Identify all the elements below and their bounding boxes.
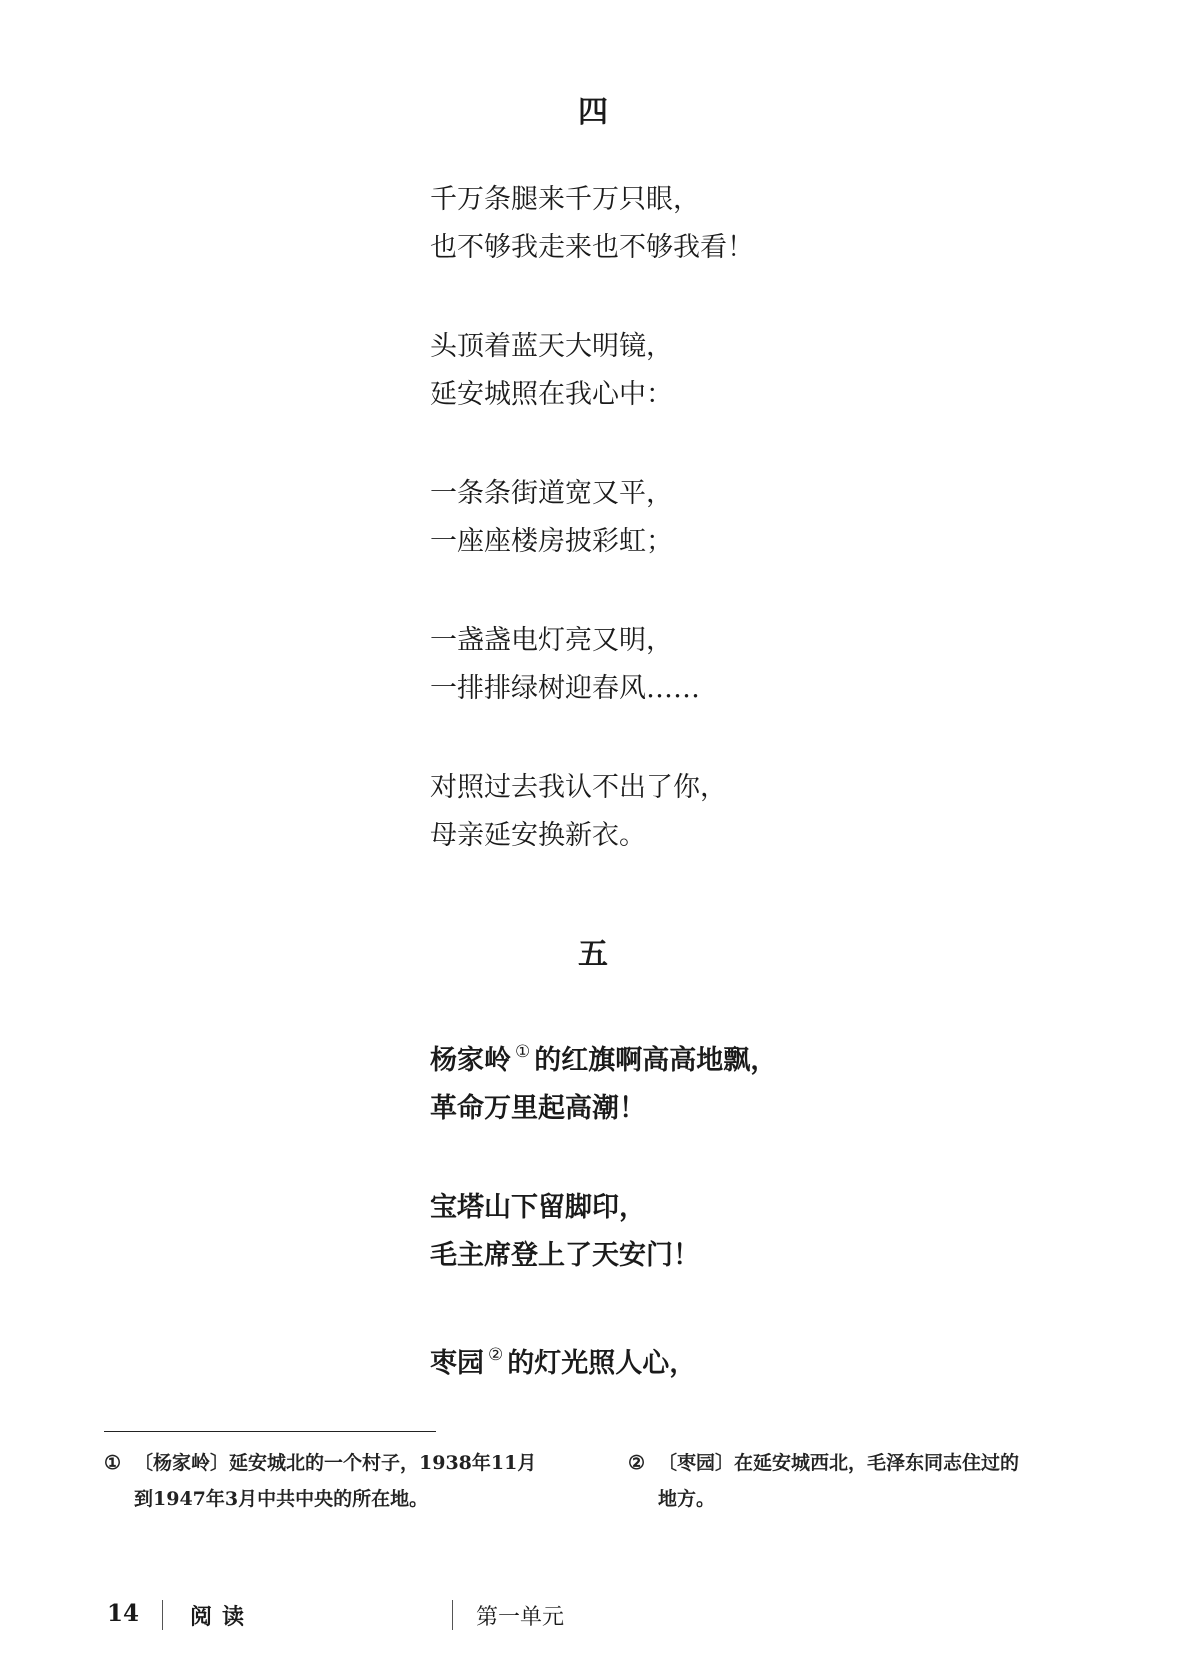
stanza bbox=[430, 617, 1130, 713]
poem-section-5 bbox=[430, 1028, 1130, 1439]
poem-line: 宝塔山下留脚印， bbox=[430, 1192, 646, 1223]
poem-line: 一座座楼房披彩虹； bbox=[430, 526, 673, 557]
place-name-yangjialing: 杨家岭 bbox=[430, 1045, 511, 1076]
stanza bbox=[430, 1028, 1130, 1133]
footer-divider bbox=[452, 1600, 453, 1630]
poem-line bbox=[430, 1331, 1130, 1388]
line-text: 的红旗啊高高地飘， bbox=[534, 1045, 778, 1076]
stanza bbox=[430, 764, 1130, 860]
footnote-text-line1: 〔杨家岭〕延安城北的一个村子，1938年11月 bbox=[134, 1452, 537, 1474]
stanza bbox=[430, 1331, 1130, 1388]
poem-line: 千万条腿来千万只眼， bbox=[430, 184, 700, 215]
unit-title: 第一单元 bbox=[476, 1605, 565, 1630]
page-footer bbox=[0, 1596, 1186, 1636]
poem-line: 对照过去我认不出了你， bbox=[430, 772, 727, 803]
stanza bbox=[430, 470, 1130, 566]
poem-line: 延安城照在我心中： bbox=[430, 379, 673, 410]
footnote-number: ① bbox=[104, 1452, 122, 1474]
poem-line: 革命万里起高潮！ bbox=[430, 1093, 646, 1124]
stanza bbox=[430, 176, 1130, 272]
footnote-ref-1[interactable]: ① bbox=[515, 1042, 531, 1062]
stanza bbox=[430, 323, 1130, 419]
poem-line bbox=[430, 1028, 1130, 1085]
footer-divider bbox=[162, 1600, 163, 1630]
poem-line: 毛主席登上了天安门！ bbox=[430, 1240, 700, 1271]
book-title: 阅读 bbox=[190, 1604, 255, 1630]
poem-section-4 bbox=[430, 176, 1130, 911]
poem-line: 头顶着蓝天大明镜， bbox=[430, 331, 673, 362]
poem-line: 一盏盏电灯亮又明， bbox=[430, 625, 673, 656]
footnote-2 bbox=[628, 1445, 1128, 1517]
footnote-text-line2: 地方。 bbox=[658, 1488, 716, 1510]
section-title-4: 四 bbox=[578, 95, 608, 130]
footnote-ref-2[interactable]: ② bbox=[488, 1345, 504, 1365]
poem-line: 一排排绿树迎春风…… bbox=[430, 673, 700, 704]
line-text: 的灯光照人心， bbox=[507, 1348, 697, 1379]
place-name-zaoyuan: 枣园 bbox=[430, 1348, 484, 1379]
page-number: 14 bbox=[107, 1600, 140, 1627]
stanza bbox=[430, 1184, 1130, 1280]
poem-line: 一条条街道宽又平， bbox=[430, 478, 673, 509]
section-title-5: 五 bbox=[578, 937, 608, 972]
footnote-1 bbox=[104, 1445, 584, 1517]
footnote-text-line1: 〔枣园〕在延安城西北，毛泽东同志住过的 bbox=[658, 1452, 1020, 1474]
poem-line: 母亲延安换新衣。 bbox=[430, 820, 646, 851]
poem-line: 也不够我走来也不够我看！ bbox=[430, 232, 754, 263]
footnote-divider bbox=[104, 1431, 436, 1432]
footnote-number: ② bbox=[628, 1452, 646, 1474]
footnote-text-line2: 到1947年3月中共中央的所在地。 bbox=[134, 1488, 429, 1510]
